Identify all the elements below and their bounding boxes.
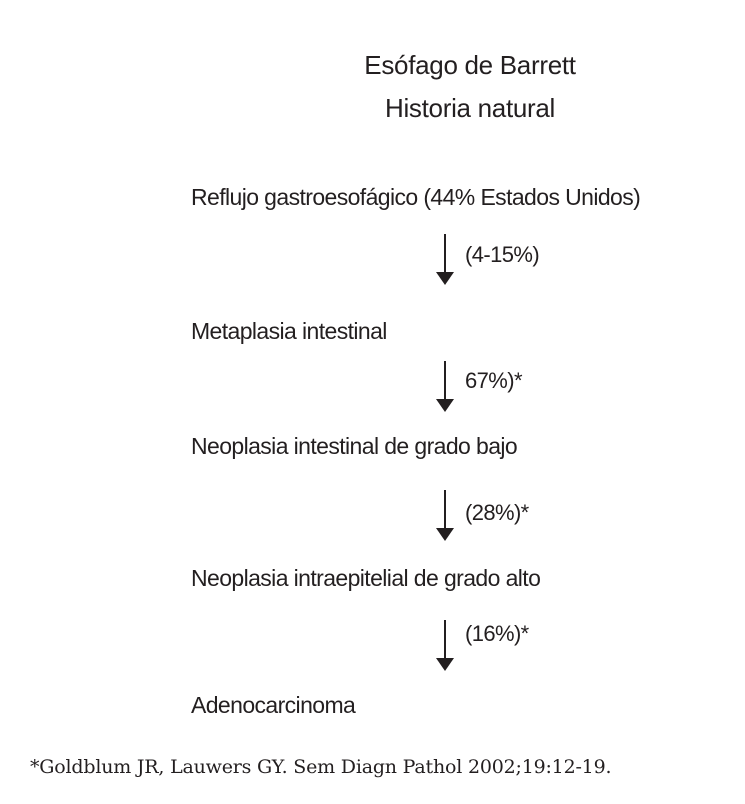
stage-adenocarcinoma: Adenocarcinoma <box>191 692 356 718</box>
stage-reflux: Reflujo gastroesofágico (44% Estados Unidos) <box>191 184 641 210</box>
stage-low-grade-neoplasia: Neoplasia intestinal de grado bajo <box>191 433 518 459</box>
arrow-down-icon <box>433 490 457 542</box>
transition-label-2: 67%)* <box>465 368 522 393</box>
transition-label-1: (4-15%) <box>465 242 540 267</box>
transition-label-3: (28%)* <box>465 500 529 525</box>
arrow-down-icon <box>433 620 457 672</box>
diagram-subtitle: Historia natural <box>384 93 556 123</box>
stage-intestinal-metaplasia: Metaplasia intestinal <box>191 318 387 344</box>
footnote-citation: *Goldblum JR, Lauwers GY. Sem Diagn Pathol 2002;19:12-19. <box>30 756 612 778</box>
arrow-down-icon <box>433 234 457 286</box>
arrow-down-icon <box>433 361 457 413</box>
transition-label-4: (16%)* <box>465 621 529 646</box>
stage-high-grade-neoplasia: Neoplasia intraepitelial de grado alto <box>191 565 541 591</box>
diagram-title: Esófago de Barrett <box>364 50 576 80</box>
